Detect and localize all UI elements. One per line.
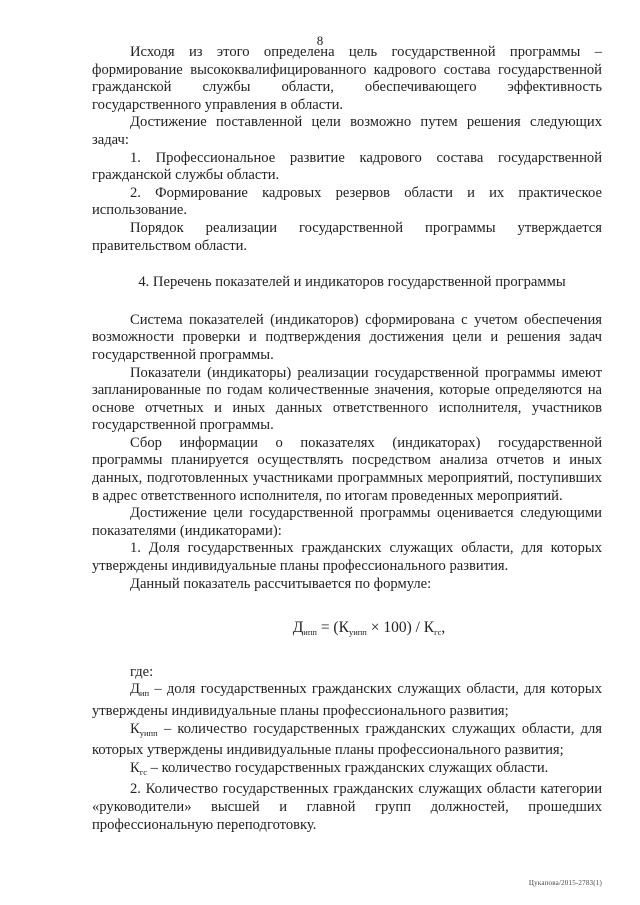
definition-text: – количество государственных гражданских служащих области, для которых утверждены индивидуальные планы профессионального развития; bbox=[92, 720, 602, 759]
formula-symbol: Д bbox=[292, 619, 304, 637]
formula bbox=[92, 619, 602, 642]
task-item: 1. Профессиональное развитие кадрового состава государственной гражданской службы области. bbox=[92, 149, 602, 184]
definition-symbol: Д bbox=[130, 681, 140, 698]
definition-item bbox=[92, 681, 602, 720]
definition-item bbox=[92, 760, 602, 782]
paragraph: Достижение цели государственной программы оценивается следующими показателями (индикаторами): bbox=[92, 505, 602, 539]
definition-text: – доля государственных гражданских служащих области, для которых утверждены индивидуальные планы профессионального развития; bbox=[92, 681, 602, 719]
definition-symbol: К bbox=[130, 720, 140, 737]
paragraph: Показатели (индикаторы) реализации государственной программы имеют запланированные по годам количественные значения, которые определяются на основе отчетных и иных данных ответственного исполнителя, участников государственной программы. bbox=[92, 364, 602, 434]
formula-subscript: гс bbox=[434, 627, 442, 638]
formula-subscript: уипп bbox=[348, 627, 367, 638]
definition-symbol: К bbox=[130, 759, 140, 776]
indicator-item: 2. Количество государственных гражданских служащих области категории «руководители» высшей и главной групп должностей, прошедших профессиональную переподготовку. bbox=[92, 781, 602, 833]
paragraph: Данный показатель рассчитывается по формуле: bbox=[130, 575, 432, 592]
definition-subscript: гс bbox=[139, 766, 147, 777]
formula-text: = (К bbox=[316, 619, 349, 637]
document-body bbox=[92, 44, 602, 834]
definition-text: – количество государственных гражданских служащих области. bbox=[147, 759, 549, 776]
definition-subscript: ип bbox=[139, 688, 150, 699]
task-item: 2. Формирование кадровых резервов области и их практическое использование. bbox=[92, 184, 602, 219]
paragraph: Сбор информации о показателях (индикаторах) государственной программы планируется осуществлять посредством анализа отчетов и иных данных, подготовленных участниками программных мероприятий, поступивших в адрес ответственного исполнителя, по итогам проведенных мероприятий. bbox=[92, 434, 602, 504]
definition-subscript: уипп bbox=[139, 727, 158, 738]
paragraph: Порядок реализации государственной программы утверждается правительством области. bbox=[92, 219, 602, 254]
paragraph: Система показателей (индикаторов) сформирована с учетом обеспечения возможности проверки и подтверждения достижения цели и решения задач государственной программы. bbox=[92, 311, 602, 363]
section-heading: 4. Перечень показателей и индикаторов государственной программы bbox=[138, 274, 566, 291]
formula-text: , bbox=[441, 619, 446, 637]
indicator-item: 1. Доля государственных гражданских служащих области, для которых утверждены индивидуальные планы профессионального развития. bbox=[92, 540, 602, 575]
footer-doc-code: Цукапова/2015-2783(1) bbox=[528, 879, 602, 887]
definition-item bbox=[92, 721, 602, 760]
where-label: где: bbox=[130, 663, 154, 680]
paragraph: Достижение поставленной цели возможно путем решения следующих задач: bbox=[92, 114, 602, 148]
formula-text: × 100) / К bbox=[366, 619, 435, 637]
page-number: 8 bbox=[316, 33, 324, 48]
paragraph: Исходя из этого определена цель государственной программы – формирование высококвалифицированного кадрового состава государственной гражданской службы области, обеспечивающего эффективность государственного управления в области. bbox=[92, 44, 602, 113]
formula-subscript: ипп bbox=[303, 627, 317, 638]
